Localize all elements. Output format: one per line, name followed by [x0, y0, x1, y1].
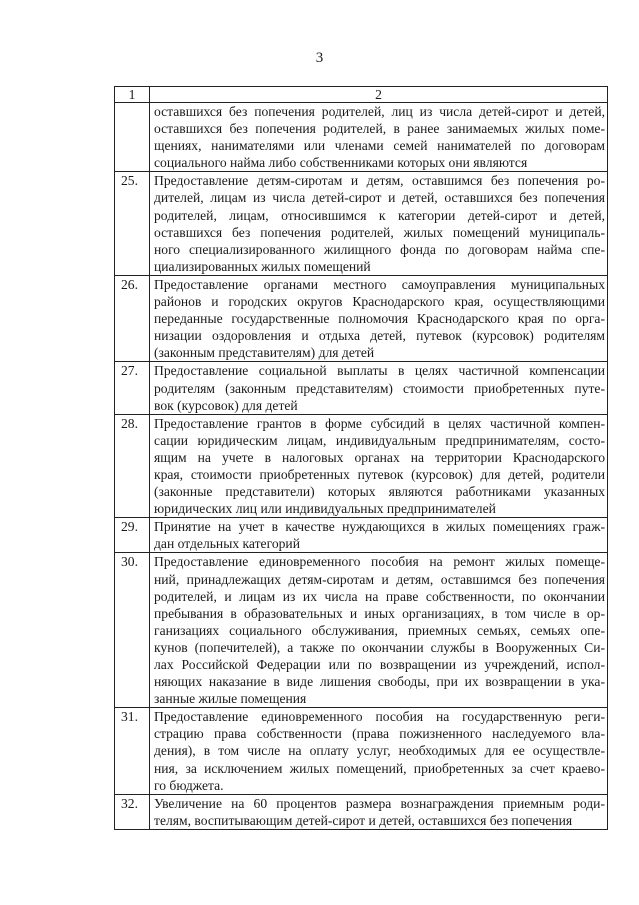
description-line: страцию права собственности (права пожизненного наследуемого вла- [154, 726, 605, 742]
row-description [150, 103, 608, 172]
description-line: Принятие на учет в качестве нуждающихся в жилых помещениях граж- [154, 519, 605, 535]
description-line: низации оздоровления и отдыха детей, путевок (курсовок) родителям [154, 328, 605, 344]
description-line: кунов (попечителей), а также по окончании службы в Вооруженных Си- [154, 639, 605, 655]
description-line: телям, воспитывающим детей-сирот и детей, оставшихся без попечения [154, 812, 573, 828]
description-line: оставшихся без попечения родителей, жилых помещений муниципаль- [154, 224, 605, 240]
description-line: оставшихся без попечения родителей, лиц из числа детей-сирот и детей, [154, 104, 605, 119]
row-number: 26. [115, 275, 150, 361]
description-line: дан отдельных категорий [154, 536, 300, 552]
description-line: Предоставление детям-сиротам и детям, оставшимся без попечения ро- [154, 173, 605, 189]
description-line: Предоставление единовременного пособия на ремонт жилых помеще- [154, 554, 605, 570]
description-line: районов и городских округов Краснодарского края, осуществляющими [154, 294, 605, 310]
table-header-row [115, 87, 608, 103]
row-number: 27. [115, 362, 150, 414]
table-row [115, 362, 608, 414]
description-line: переданные государственные полномочия Краснодарского края по орга- [154, 311, 605, 327]
table-row [115, 103, 608, 172]
description-line: ния, за исключением жилых помещений, приобретенных за счет краево- [154, 760, 605, 776]
description-line: Предоставление единовременного пособия на государственную реги- [154, 709, 605, 725]
description-line: циализированных жилых помещений [154, 258, 371, 274]
page-number: 3 [315, 50, 324, 66]
row-number: 32. [115, 794, 150, 829]
description-line: ного специализированного жилищного фонда по договорам найма спе- [154, 241, 605, 257]
services-table [114, 86, 608, 830]
row-number: 25. [115, 172, 150, 276]
row-description [150, 275, 608, 361]
row-description [150, 518, 608, 553]
table-row [115, 172, 608, 276]
description-line: (законным представителям) для детей [154, 345, 375, 361]
description-line: щениях, нанимателями или членами семей нанимателей по договорам [154, 138, 605, 154]
row-description [150, 794, 608, 829]
row-description [150, 172, 608, 276]
description-line: го бюджета. [154, 777, 224, 793]
description-line: вок (курсовок) для детей [154, 397, 298, 413]
table-row [115, 708, 608, 794]
row-number: 28. [115, 414, 150, 518]
header-col-number: 1 [115, 87, 150, 103]
description-line: занные жилые помещения [154, 691, 307, 707]
description-line: дителей, лицам из числа детей-сирот и детей, оставшихся без попечения [154, 190, 605, 206]
description-line: юридических лиц или индивидуальных предпринимателей [154, 501, 496, 517]
description-line: няющих наказание в виде лишения свободы, при их возвращении в ука- [154, 674, 605, 690]
description-line: (законные представители) которых являются работниками указанных [154, 484, 605, 500]
description-line: социального найма либо собственниками которых они являются [154, 155, 528, 171]
description-line: ний, принадлежащих детям-сиротам и детям, оставшимся без попечения [154, 571, 605, 587]
description-line: Увеличение на 60 процентов размера вознаграждения приемным роди- [154, 795, 605, 811]
description-line: Предоставление органами местного самоуправления муниципальных [154, 276, 605, 292]
table-row [115, 414, 608, 518]
description-line: ящим на учете в налоговых органах на территории Краснодарского [154, 449, 605, 465]
description-line: родителям (законным представителям) стоимости приобретенных путе- [154, 380, 605, 396]
description-line: родителей, лицам, относившимся к категории детей-сирот и детей, [154, 207, 605, 223]
description-line: сации юридическим лицам, индивидуальным предпринимателям, состо- [154, 432, 605, 448]
row-number [115, 103, 150, 172]
table-row [115, 794, 608, 829]
description-line: оставшихся без попечения родителей, в ранее занимаемых жилых поме- [154, 121, 605, 137]
row-number: 29. [115, 518, 150, 553]
description-line: родителей, и лицам из их числа на праве собственности, по окончании [154, 588, 605, 604]
table-row [115, 553, 608, 708]
row-number: 30. [115, 553, 150, 708]
row-description [150, 553, 608, 708]
row-description [150, 362, 608, 414]
table-row [115, 275, 608, 361]
header-col-description: 2 [150, 87, 608, 103]
description-line: пребывания в образовательных и иных организациях, в том числе в ор- [154, 605, 605, 621]
description-line: ганизациях социального обслуживания, приемных семьях, семьях опе- [154, 622, 605, 638]
description-line: дения), в том числе на оплату услуг, необходимых для ее осуществле- [154, 743, 605, 759]
table-row [115, 518, 608, 553]
description-line: края, стоимости приобретенных путевок (курсовок) для детей, родители [154, 466, 605, 482]
row-number: 31. [115, 708, 150, 794]
row-description [150, 414, 608, 518]
description-line: Предоставление социальной выплаты в целях частичной компенсации [154, 363, 605, 379]
description-line: лах Российской Федерации или по возвращении из учреждений, испол- [154, 657, 605, 672]
description-line: Предоставление грантов в форме субсидий в целях частичной компен- [154, 415, 605, 431]
row-description [150, 708, 608, 794]
